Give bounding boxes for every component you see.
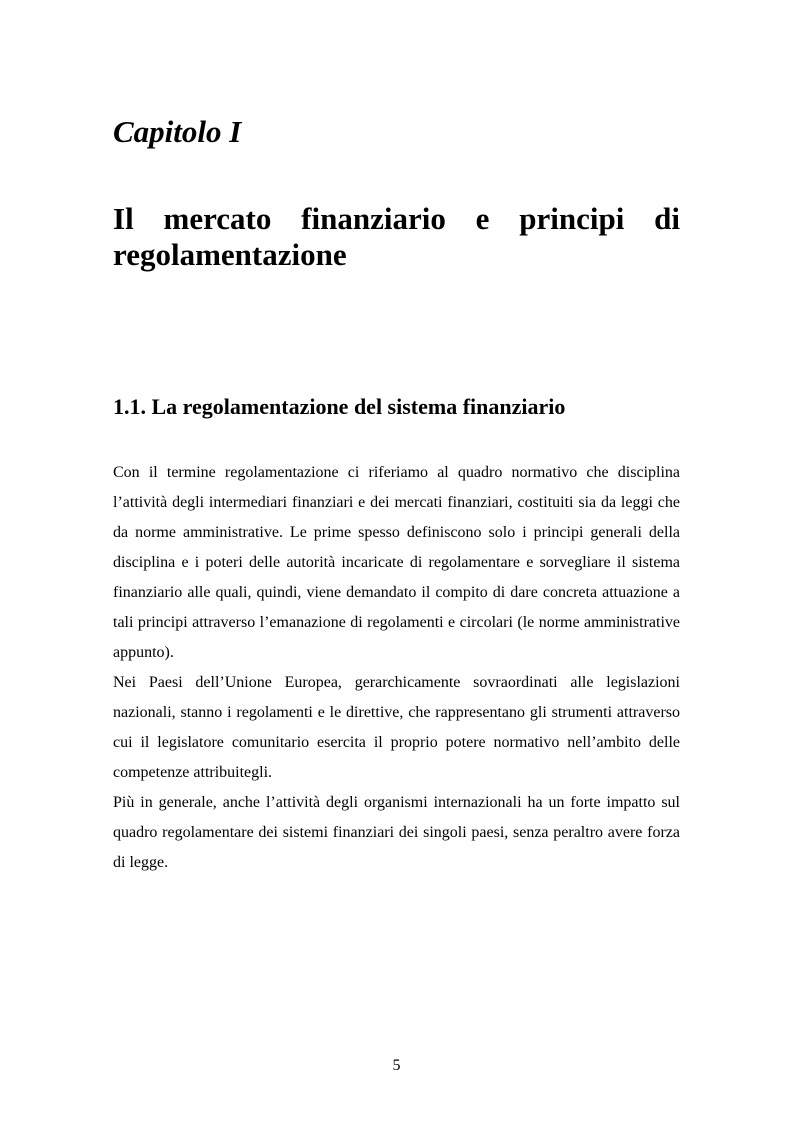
chapter-label: Capitolo I	[113, 114, 242, 149]
paragraph-2: Nei Paesi dell’Unione Europea, gerarchicamente sovraordinati alle legislazioni nazionali, stanno i regolamenti e le direttive, che rappresentano gli strumenti attraverso cui il legislatore comunitario esercita il proprio potere normativo nell’ambito delle competenze attribuitegli.	[113, 674, 680, 781]
paragraph-3: Più in generale, anche l’attività degli organismi internazionali ha un forte impatto sul quadro regolamentare dei sistemi finanziari dei singoli paesi, senza peraltro avere forza di legge.	[113, 794, 680, 871]
chapter-title: Il mercato finanziario e principi di regolamentazione	[113, 201, 680, 272]
section-body	[113, 458, 680, 878]
page-number: 5	[392, 1057, 401, 1074]
section-heading: 1.1. La regolamentazione del sistema finanziario	[113, 394, 566, 419]
paragraph-1: Con il termine regolamentazione ci riferiamo al quadro normativo che disciplina l’attività degli intermediari finanziari e dei mercati finanziari, costituiti sia da leggi che da norme amministrative. Le prime spesso definiscono solo i principi generali della disciplina e i poteri delle autorità incaricate di regolamentare e sorvegliare il sistema finanziario alle quali, quindi, viene demandato il compito di dare concreta attuazione a tali principi attraverso l’emanazione di regolamenti e circolari (le norme amministrative appunto).	[113, 464, 680, 661]
